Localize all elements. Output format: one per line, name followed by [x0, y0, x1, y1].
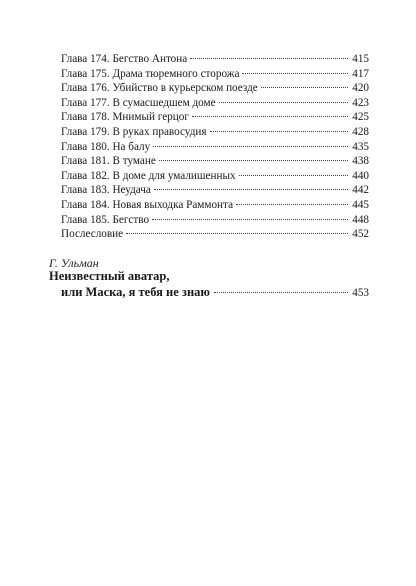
toc-label: Глава 177. В сумасшедшем доме [61, 96, 216, 109]
dot-leader [190, 58, 348, 59]
toc-page-number: 438 [352, 155, 369, 168]
toc-label: Глава 175. Драма тюремного сторожа [61, 67, 240, 80]
work-page-number: 453 [352, 287, 369, 299]
dot-leader [126, 233, 348, 234]
toc-row [61, 140, 369, 155]
toc-label: Глава 179. В руках правосудия [61, 125, 207, 138]
dot-leader [261, 87, 348, 88]
toc-label: Глава 176. Убийство в курьерском поезде [61, 82, 258, 95]
toc-page-number: 417 [352, 67, 369, 80]
work-title-line2: или Маска, я тебя не знаю [61, 285, 210, 299]
dot-leader [153, 146, 348, 147]
toc-page-number: 420 [352, 82, 369, 95]
dot-leader [152, 219, 348, 220]
toc-row [61, 96, 369, 111]
toc-label: Послесловие [61, 228, 124, 241]
toc-row [61, 110, 369, 125]
toc-page-number: 435 [352, 140, 369, 153]
toc-row [61, 198, 369, 213]
author-name: Г. Ульман [49, 256, 99, 270]
toc-label: Глава 180. На балу [61, 140, 151, 153]
toc-label: Глава 182. В доме для умалишенных [61, 169, 236, 182]
toc-row [61, 67, 369, 82]
toc-label: Глава 185. Бегство [61, 213, 150, 226]
toc-page-number: 452 [352, 228, 369, 241]
toc-row [61, 52, 369, 67]
toc-row [61, 183, 369, 198]
toc-row [61, 81, 369, 96]
toc-page-number: 442 [352, 184, 369, 197]
toc-row [61, 227, 369, 242]
toc-row [61, 213, 369, 228]
work-entry [49, 268, 369, 301]
toc-page-number: 425 [352, 111, 369, 124]
toc-page-number: 415 [352, 53, 369, 65]
toc-row [61, 125, 369, 140]
toc-page-number: 448 [352, 213, 369, 226]
toc-page-number: 428 [352, 125, 369, 138]
dot-leader [219, 102, 348, 103]
toc-list [61, 52, 369, 242]
dot-leader [159, 160, 348, 161]
dot-leader [236, 204, 348, 205]
dot-leader [210, 131, 348, 132]
work-title-line1: Неизвестный аватар, [49, 269, 170, 283]
dot-leader [154, 189, 348, 190]
toc-label: Глава 183. Неудача [61, 184, 151, 197]
toc-row [61, 154, 369, 169]
toc-page-number: 445 [352, 198, 369, 211]
work-title-row [61, 284, 369, 301]
toc-row [61, 169, 369, 184]
dot-leader [214, 292, 348, 293]
toc-label: Глава 174. Бегство Антона [61, 53, 188, 65]
toc-label: Глава 178. Мнимый герцог [61, 111, 189, 124]
toc-label: Глава 184. Новая выходка Раммонта [61, 198, 234, 211]
dot-leader [242, 73, 348, 74]
dot-leader [239, 175, 348, 176]
toc-label: Глава 181. В тумане [61, 155, 156, 168]
toc-page-number: 440 [352, 169, 369, 182]
dot-leader [192, 116, 348, 117]
toc-page-number: 423 [352, 96, 369, 109]
